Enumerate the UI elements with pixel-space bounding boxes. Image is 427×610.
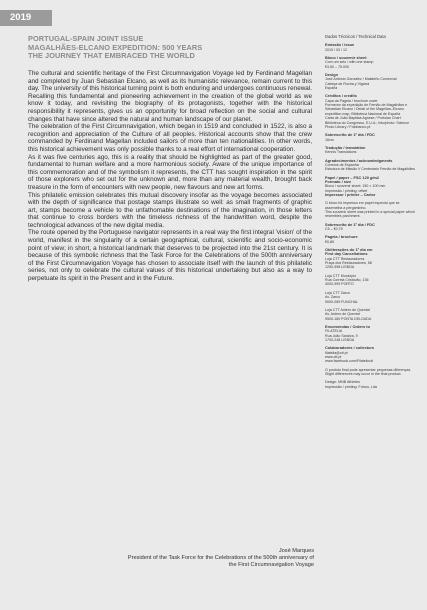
technical-data-value: FILATELIA [325,329,343,334]
technical-data-value: Av. Zarco [325,295,341,300]
body-text [28,70,312,283]
technical-data-value: €3,50 – 75.000 [325,64,349,69]
technical-data-value: España [325,86,338,91]
technical-data-block [325,235,421,244]
technical-data-value: Estrutura de Missão V Centenário Fernão de Magalhães [325,167,415,172]
heading-line: PORTUGAL-SPAIN JOINT ISSUE [28,34,144,43]
technical-data-value: C5 – €0,75 [325,227,343,232]
signature-name: José Marques [278,548,314,554]
technical-data-label: Agradecimentos / acknowledgments [325,158,393,163]
technical-data-value: Pormenor da expedição de Fernão de Magalhães e [325,103,408,108]
year-label: 2019 [10,12,32,23]
technical-data-block [325,368,421,377]
heading-line: MAGALHÃES-ELCANO EXPEDITION: 500 YEARS [28,42,203,52]
technical-data-value: www.facebook.com/Filatelicctt [325,359,373,364]
technical-data-value: Kennis Translations [325,150,357,155]
technical-data-value: Sebastián Elcano / Detail of the Magellan–Elcano [325,107,404,112]
heading-line: THE JOURNEY THAT EMBRACED THE WORLD [28,51,195,61]
technical-data-value: 9500-160 PONTA DELGADA [325,316,372,321]
technical-data-value: Slight differences may occur in the final product. [325,371,402,376]
technical-data-block [325,176,421,198]
technical-data-block [325,248,421,270]
technical-data-value: Cabeça de Rocha y Vigarrá [325,81,370,86]
technical-data-value: Praça dos Restauradores, 58 [325,261,372,266]
technical-data-block [325,308,421,321]
technical-data-label: Bloco / souvenir sheet [325,56,367,61]
technical-data-value: Design: MNB Athletes [325,380,360,385]
technical-data-block [325,146,421,155]
technical-data-value: Loja CTT Antero de Quental [325,307,370,312]
technical-data-value: José António González / Malaleño Comercial [325,77,397,82]
technical-data-title: Dados Técnicos / Technical Data [325,34,386,39]
technical-data-label: Tradução / translation [325,145,366,150]
technical-data-block [325,201,421,218]
technical-data-value: Loja CTT Município [325,273,357,278]
technical-data-label: Papel / paper – FSC 120 g/m2 [325,175,380,180]
technical-data-value: 1250-998 LISBOA [325,265,355,270]
technical-data-value: www.ctt.pt [325,354,342,359]
technical-data-label: First day Cancellations [325,252,368,257]
technical-data-value: Av. Antero de Quental [325,312,360,317]
issue-heading [28,35,278,61]
technical-data-value: filatelia@ctt.pt [325,350,348,355]
signature [120,548,314,569]
body-paragraph: The route opened by the Portuguese navigator represents in a real way the first integral 'vision' of the world, manifest in the singularity of a certain geographical, cultural, scientific and socio-economic point of view; in short, a historical landmark that deserves to be projected into the 21st century. It is because of this symbolic richness that the Task Force for the Celebrations of the 500th anniversary of the First Circumnavigation Voyage has chosen to associate itself with the launch of this philatelic series, not only to celebrate the cultural values of this historical undertaking but also as a way to perpetuate its spirit in the Present and in the Future. [28,229,312,283]
body-paragraph: This philatelic emission celebrates this mutual discovery insofar as the voyage becomes associated with the depth of significance that postage stamps illustrate so well: as small fragments of graphic art, stamps become a vehicle to the unfathomable destinations of the imagination, in those letters that continue to cross borders with the timeless richness of the handwritten word, despite the technological advances of the new digital media. [28,191,312,229]
signature-role: the First Circumnavigation Voyage [228,562,314,568]
technical-data-label: Obliterações do 1º dia em [325,248,373,253]
technical-data-value: expedition map, Biblioteca Nacional de España [325,111,401,116]
technical-data-block [325,346,421,363]
technical-data-value: Impressão / printing: Futuro, Lda [325,384,377,389]
technical-data-value: Carta de João Baptista Agnese / Portolan Chart [325,116,401,121]
technical-data-block [325,223,421,232]
technical-data-block [325,56,421,69]
technical-data-value: O bloco foi impresso em papel especial que se [325,201,400,206]
technical-data-value: O produto final pode apresentar pequenas diferenças. [325,367,412,372]
technical-data-block [325,380,421,389]
body-paragraph: As it was five centuries ago, this is a reality that should be highlighted as part of the greater good, fundamental to human welfare and a more harmonious society. Aware of the unique importance of this commemoration and of the symbolism it represents, the CTT has sought inspiration in the spirit of those explorers who set out for the unknown and, more than any material wealth, brought back treasure in the form of encounters with new people, new flavours and new art forms. [28,153,312,191]
technical-data-label: Emissão / issue [325,43,355,48]
technical-data-label: Design [325,73,338,78]
technical-data-value: 1700-248 LISBOA [325,337,355,342]
signature-role: President of the Task Force for the Celebrations of the 500th anniversary of [127,555,314,561]
technical-data-block [325,73,421,90]
technical-data-block [325,94,421,129]
technical-data-label: Formato / size [325,179,352,184]
technical-data-block [325,291,421,304]
technical-data-value: Capa da Pagela / brochure cover [325,98,378,103]
technical-data-block [325,325,421,342]
technical-data-block [325,159,421,172]
technical-data-value: Correios de Espanha [325,162,359,167]
technical-data-value: 4000-999 PORTO [325,282,354,287]
technical-data-label: Sobrescrito de 1º dia / FDC [325,133,375,138]
technical-data-block [325,133,421,142]
technical-data-value: Com um selo / with one stamp [325,60,374,65]
technical-data-value: assemelha a pergaminho. [325,205,367,210]
body-paragraph: The celebration of the First Circumnavigation, which began in 1519 and concluded in 1522, is also a recognition and appreciation of the Culture of all peoples. Historical accounts show that the crew commanded by Ferdinand Magellan included sailors of more than ten nationalities. In other words, this historical achievement was only possible thanks to a real effort of international cooperation. [28,123,312,153]
technical-data-label: Impressor / printer – Cartor [325,192,376,197]
technical-data-blocks [325,43,421,389]
technical-data-value: resembles parchment. [325,214,361,219]
technical-data-value: This souvenir sheet was printed in a special paper which [325,210,415,214]
technical-data-value: Rua João Saraiva, 9 [325,333,358,338]
year-tab [0,10,52,26]
technical-data-value: Bloco / souvenir sheet: 150 × 100 mm [325,184,386,189]
technical-data-value: 2019 / 03 / 12 [325,47,347,52]
technical-data-value: Rua Correia Cristóvão, 136 [325,278,369,283]
technical-data-value: €0,85 [325,239,334,244]
technical-data [325,35,421,393]
technical-data-value: Loja CTT Restauradores [325,256,365,261]
body-paragraph: The cultural and scientific heritage of the First Circumnavigation Voyage led by Ferdinand Magellan and completed by Juan Sebastian Elcano, as well as its humanistic relevance, remain current to this day. The university of this historical turning point is both enduring and undergoes continuous renewal. Recalling this fundamental and pioneering achievement in the creation of the global world as we know it today, and revisiting the biography of its protagonists, together with the historical responsibility it represents, gives us an opportunity for broad reflection on the social and cultural changes that have since altered the natural and human landscape of our planet. [28,70,312,123]
technical-data-block [325,274,421,287]
technical-data-value: 16cm [325,137,334,142]
technical-data-label: Créditos / credits [325,94,357,99]
technical-data-value: Loja CTT Zarco [325,290,350,295]
technical-data-block [325,43,421,52]
technical-data-value: Impressão / printing: offset [325,188,368,193]
technical-data-label: Sobrescrito de 1º dia / FDC [325,222,375,227]
technical-data-label: Colaboradores / collectors [325,346,375,351]
technical-data-label: Pagela / brochure [325,235,358,240]
technical-data-label: Encomendas / Orders to [325,324,370,329]
technical-data-value: Photo Library / Fotobanco.pt [325,124,371,129]
technical-data-value: Biblioteca do Congresso, E.U.A.; foto/photo: Science [325,120,410,125]
technical-data-value: 9000-069 FUNCHAL [325,299,359,304]
